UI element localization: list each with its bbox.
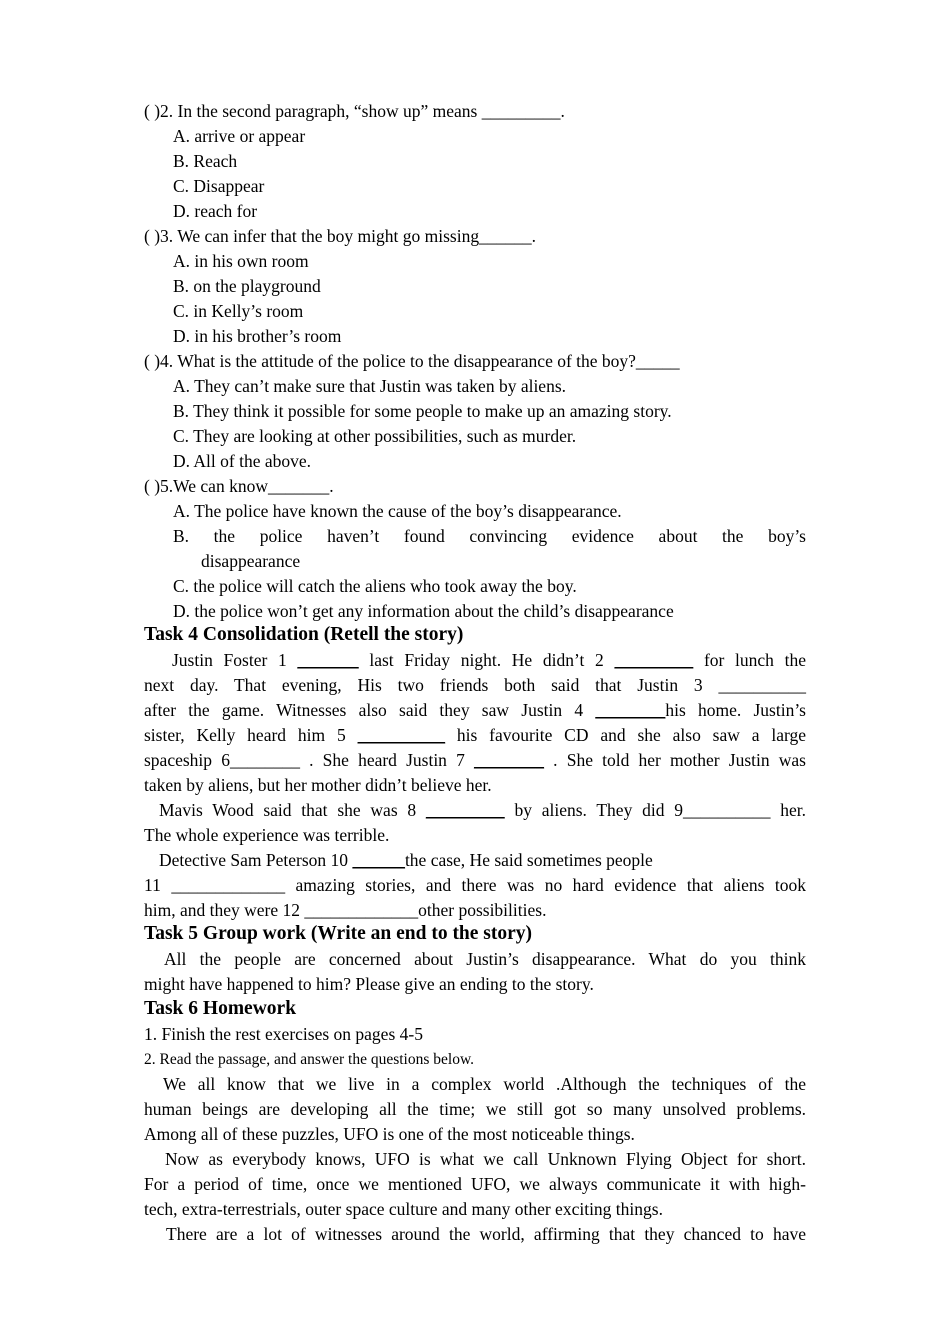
task-6-heading: Task 6 Homework: [144, 998, 297, 1019]
task-4-text: The whole experience was terrible.: [144, 825, 390, 845]
question-2-option-d: D. reach for: [173, 201, 258, 221]
task-4-text: last Friday night. He didn’t 2: [358, 650, 615, 670]
task-4-text: . She told her mother Justin was: [544, 750, 806, 770]
task-4-text: the case, He said sometimes people: [404, 850, 653, 870]
question-5-option-b: B. the police haven’t found convincing evidence about the boy’s: [173, 526, 806, 546]
passage-line-6: tech, extra-terrestrials, outer space culture and many other exciting things.: [144, 1199, 663, 1219]
question-4-stem: ( )4. What is the attitude of the police to the disappearance of the boy?_____: [144, 351, 680, 371]
task-5-heading: Task 5 Group work (Write an end to the story): [144, 923, 533, 944]
question-2-option-c: C. Disappear: [173, 176, 265, 196]
task-4-line-11: [144, 898, 806, 923]
task-4-text: spaceship 6________ . She heard Justin 7: [144, 750, 475, 770]
task-4-blank: _______: [297, 650, 359, 670]
task-4-text: sister, Kelly heard him 5: [144, 725, 358, 745]
question-5-option-d: D. the police won’t get any information about the child’s disappearance: [173, 601, 674, 621]
passage-line-2: human beings are developing all the time; we still got so many unsolved problems.: [144, 1099, 806, 1119]
task-4-text: Justin Foster 1: [172, 650, 298, 670]
task-4-blank: _________: [425, 800, 505, 820]
task-4-blank: ______: [352, 850, 405, 870]
task-4-line-4: [144, 723, 806, 748]
task-4-blank: ________: [595, 700, 666, 720]
task-4-text: his home. Justin’s: [665, 700, 806, 720]
question-5-option-a: A. The police have known the cause of the boy’s disappearance.: [173, 501, 622, 521]
task-6-item-2: 2. Read the passage, and answer the questions below.: [144, 1051, 475, 1068]
task-4-line-2: [144, 673, 806, 698]
task-4-line-9: [159, 848, 806, 873]
task-4-heading: Task 4 Consolidation (Retell the story): [144, 624, 464, 645]
task-5-line-2: might have happened to him? Please give an ending to the story.: [144, 974, 594, 994]
passage-line-1: We all know that we live in a complex world .Although the techniques of the: [163, 1074, 806, 1094]
task-4-line-10: [144, 873, 806, 898]
task-4-line-3: [144, 698, 806, 723]
task-4-text: after the game. Witnesses also said they saw Justin 4: [144, 700, 596, 720]
question-2-stem: ( )2. In the second paragraph, “show up” means _________.: [144, 101, 565, 121]
question-4-option-b: B. They think it possible for some people to make up an amazing story.: [173, 401, 672, 421]
task-4-text: him, and they were 12 _____________other possibilities.: [144, 900, 547, 920]
question-5-option-b-continued: disappearance: [201, 551, 301, 571]
question-3-option-c: C. in Kelly’s room: [173, 301, 304, 321]
question-5-option-c: C. the police will catch the aliens who took away the boy.: [173, 576, 577, 596]
question-4-option-d: D. All of the above.: [173, 451, 312, 471]
task-4-text: Mavis Wood said that she was 8: [159, 800, 426, 820]
task-4-line-7: [159, 798, 806, 823]
task-4-text: 11 _____________ amazing stories, and there was no hard evidence that aliens took: [144, 875, 806, 895]
task-6-item-1: 1. Finish the rest exercises on pages 4-5: [144, 1024, 423, 1044]
passage-line-5: For a period of time, once we mentioned UFO, we always communicate it with high-: [144, 1174, 806, 1194]
question-2-option-b: B. Reach: [173, 151, 238, 171]
question-3-option-b: B. on the playground: [173, 276, 321, 296]
task-4-blank: ________: [474, 750, 545, 770]
passage-line-3: Among all of these puzzles, UFO is one of the most noticeable things.: [144, 1124, 635, 1144]
task-4-text: taken by aliens, but her mother didn’t believe her.: [144, 775, 492, 795]
task-4-line-5: [144, 748, 806, 773]
task-4-blank: _________: [614, 650, 694, 670]
task-4-text: by aliens. They did 9__________ her.: [504, 800, 806, 820]
task-4-text: for lunch the: [693, 650, 806, 670]
question-4-option-a: A. They can’t make sure that Justin was taken by aliens.: [173, 376, 567, 396]
task-4-text: next day. That evening, His two friends both said that Justin 3 __________: [144, 675, 806, 695]
question-4-option-c: C. They are looking at other possibilities, such as murder.: [173, 426, 577, 446]
question-5-stem: ( )5.We can know_______.: [144, 476, 334, 496]
question-3-stem: ( )3. We can infer that the boy might go missing______.: [144, 226, 536, 246]
task-4-line-8: [144, 823, 806, 848]
task-4-line-6: [144, 773, 806, 798]
question-2-option-a: A. arrive or appear: [173, 126, 306, 146]
task-4-text: his favourite CD and she also saw a large: [445, 725, 806, 745]
question-3-option-a: A. in his own room: [173, 251, 309, 271]
passage-line-7: There are a lot of witnesses around the world, affirming that they chanced to have: [166, 1224, 806, 1244]
task-4-line-1: [172, 648, 806, 673]
task-4-blank: __________: [357, 725, 446, 745]
task-5-line-1: All the people are concerned about Justin’s disappearance. What do you think: [164, 949, 806, 969]
passage-line-4: Now as everybody knows, UFO is what we call Unknown Flying Object for short.: [165, 1149, 806, 1169]
question-3-option-d: D. in his brother’s room: [173, 326, 342, 346]
task-4-text: Detective Sam Peterson 10: [159, 850, 353, 870]
